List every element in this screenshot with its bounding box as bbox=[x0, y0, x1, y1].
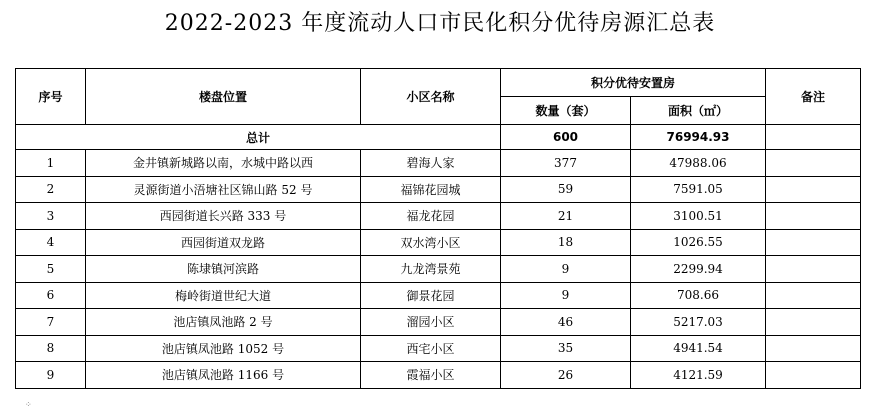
table-row bbox=[16, 309, 861, 336]
table-row bbox=[16, 229, 861, 256]
cell-location: 梅岭街道世纪大道 bbox=[86, 282, 361, 309]
cell-area: 3100.51 bbox=[631, 203, 766, 230]
cell-quantity: 59 bbox=[501, 176, 631, 203]
total-remarks bbox=[766, 125, 861, 150]
cell-area: 2299.94 bbox=[631, 256, 766, 283]
cell-seq: 8 bbox=[16, 335, 86, 362]
header-seq: 序号 bbox=[16, 69, 86, 125]
total-area: 76994.93 bbox=[631, 125, 766, 150]
cell-community: 碧海人家 bbox=[361, 150, 501, 177]
cell-remarks bbox=[766, 309, 861, 336]
page-title: 2022-2023 年度流动人口市民化积分优待房源汇总表 bbox=[164, 11, 716, 36]
cell-community: 福锦花园城 bbox=[361, 176, 501, 203]
cell-remarks bbox=[766, 229, 861, 256]
cell-quantity: 9 bbox=[501, 282, 631, 309]
table-row bbox=[16, 335, 861, 362]
cell-area: 4121.59 bbox=[631, 362, 766, 389]
cell-remarks bbox=[766, 282, 861, 309]
table-row bbox=[16, 282, 861, 309]
cell-quantity: 21 bbox=[501, 203, 631, 230]
cell-quantity: 377 bbox=[501, 150, 631, 177]
total-quantity: 600 bbox=[501, 125, 631, 150]
resize-grip-icon: ⁘ bbox=[25, 400, 32, 409]
cell-location: 西园街道双龙路 bbox=[86, 229, 361, 256]
cell-community: 双水湾小区 bbox=[361, 229, 501, 256]
cell-community: 九龙湾景苑 bbox=[361, 256, 501, 283]
cell-area: 708.66 bbox=[631, 282, 766, 309]
header-quantity: 数量（套） bbox=[501, 97, 631, 125]
header-location: 楼盘位置 bbox=[86, 69, 361, 125]
cell-location: 池店镇凤池路 1166 号 bbox=[86, 362, 361, 389]
cell-quantity: 46 bbox=[501, 309, 631, 336]
cell-seq: 6 bbox=[16, 282, 86, 309]
cell-area: 47988.06 bbox=[631, 150, 766, 177]
cell-community: 西宅小区 bbox=[361, 335, 501, 362]
cell-location: 金井镇新城路以南，水城中路以西 bbox=[86, 150, 361, 177]
cell-quantity: 26 bbox=[501, 362, 631, 389]
cell-seq: 9 bbox=[16, 362, 86, 389]
cell-remarks bbox=[766, 256, 861, 283]
cell-remarks bbox=[766, 362, 861, 389]
cell-area: 1026.55 bbox=[631, 229, 766, 256]
cell-location: 池店镇凤池路 1052 号 bbox=[86, 335, 361, 362]
cell-location: 灵源街道小浯塘社区锦山路 52 号 bbox=[86, 176, 361, 203]
header-row bbox=[16, 69, 861, 97]
table-row bbox=[16, 362, 861, 389]
cell-area: 5217.03 bbox=[631, 309, 766, 336]
cell-remarks bbox=[766, 335, 861, 362]
cell-seq: 5 bbox=[16, 256, 86, 283]
cell-community: 霞福小区 bbox=[361, 362, 501, 389]
cell-quantity: 9 bbox=[501, 256, 631, 283]
cell-community: 御景花园 bbox=[361, 282, 501, 309]
cell-location: 池店镇凤池路 2 号 bbox=[86, 309, 361, 336]
table-row bbox=[16, 150, 861, 177]
cell-remarks bbox=[766, 176, 861, 203]
header-community: 小区名称 bbox=[361, 69, 501, 125]
cell-quantity: 18 bbox=[501, 229, 631, 256]
cell-quantity: 35 bbox=[501, 335, 631, 362]
table-row bbox=[16, 176, 861, 203]
housing-summary-table bbox=[15, 68, 861, 389]
cell-area: 7591.05 bbox=[631, 176, 766, 203]
total-label: 总计 bbox=[16, 125, 501, 150]
cell-seq: 2 bbox=[16, 176, 86, 203]
cell-remarks bbox=[766, 150, 861, 177]
total-row bbox=[16, 125, 861, 150]
cell-seq: 3 bbox=[16, 203, 86, 230]
table-row bbox=[16, 256, 861, 283]
cell-location: 西园街道长兴路 333 号 bbox=[86, 203, 361, 230]
cell-area: 4941.54 bbox=[631, 335, 766, 362]
cell-community: 溜园小区 bbox=[361, 309, 501, 336]
cell-location: 陈埭镇河滨路 bbox=[86, 256, 361, 283]
table-row bbox=[16, 203, 861, 230]
cell-community: 福龙花园 bbox=[361, 203, 501, 230]
cell-seq: 4 bbox=[16, 229, 86, 256]
header-remarks: 备注 bbox=[766, 69, 861, 125]
cell-seq: 7 bbox=[16, 309, 86, 336]
cell-seq: 1 bbox=[16, 150, 86, 177]
cell-remarks bbox=[766, 203, 861, 230]
header-housing-group: 积分优待安置房 bbox=[501, 69, 766, 97]
header-area: 面积（㎡） bbox=[631, 97, 766, 125]
